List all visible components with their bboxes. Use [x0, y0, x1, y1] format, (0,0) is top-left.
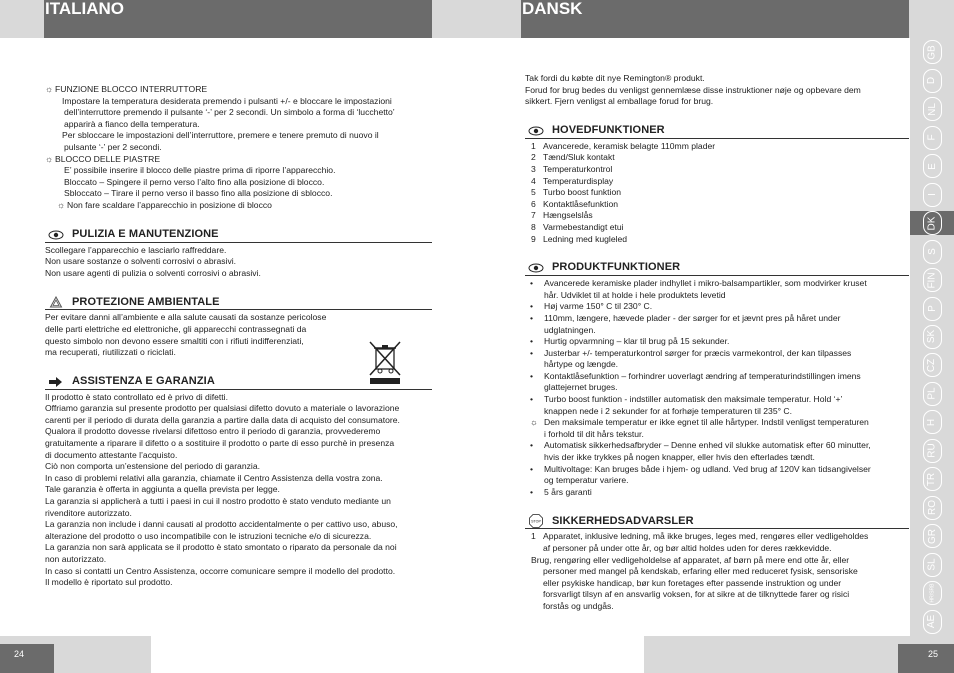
section-line: alterazione del prodotto o uso incompatibile con le istruzioni tecniche e/o di sicurezza. [45, 530, 372, 541]
language-tab-s[interactable] [910, 239, 954, 263]
language-tab-tr[interactable] [910, 467, 954, 491]
section-title: SIKKERHEDSADVARSLER [552, 514, 694, 527]
intro-line [45, 188, 432, 200]
intro-line [45, 130, 432, 142]
item-line: hvis der ikke trykkes på nogen knapper, eller hvis den efterlades tændt. [544, 452, 815, 463]
language-tab-label: SL [926, 558, 938, 571]
language-tab-label: F [926, 134, 938, 141]
safety-warning-text [525, 531, 909, 612]
language-tab-label: SK [926, 330, 938, 344]
language-tab-ru[interactable] [910, 439, 954, 463]
section-line: di documento attestante l’acquisto. [45, 449, 178, 460]
feature-list [525, 141, 909, 245]
list-item [525, 152, 909, 164]
bullet: • [530, 370, 534, 381]
intro-line: Tak fordi du købte dit nye Remington® produkt. [525, 73, 705, 83]
item-text: Avancerede, keramisk belagte 110mm plader [543, 140, 716, 151]
list-item [525, 278, 909, 301]
item-text [544, 313, 909, 336]
warning-text: forsvarligt tilsyn af en ansvarlig voksen, for at sikre at de tilknyttede farer og risici [543, 589, 850, 600]
item-text [544, 417, 909, 440]
right-page-number: 25 [898, 644, 954, 673]
indent [525, 601, 543, 613]
bullet: • [530, 278, 534, 289]
arrow-right-icon [48, 377, 64, 387]
language-tab-pill [923, 610, 942, 634]
list-item [525, 487, 909, 499]
language-tab-label: CZ [926, 358, 938, 373]
section-line: Ciò non comporta un’estensione del periodo di garanzia. [45, 461, 260, 472]
bullet: • [530, 394, 534, 405]
stop-sign-icon [528, 516, 544, 526]
section-line: Non usare agenti di pulizia o solventi corrosivi o abrasivi. [45, 267, 261, 278]
language-tab-dk[interactable] [910, 211, 954, 235]
left-language-title: ITALIANO [44, 0, 432, 38]
language-tab-label: HR/SRB [929, 583, 935, 603]
section-line: Il modello è riportato sul prodotto. [45, 577, 173, 588]
intro-line: sikkert. Fjern venligst al emballage forud for brug. [525, 96, 714, 107]
item-number: 5 [531, 187, 536, 198]
item-number: 4 [531, 175, 536, 186]
indent [525, 543, 543, 555]
item-line: og temperatur variere. [544, 475, 629, 486]
warning-line [525, 531, 909, 543]
section-produktfunktioner [525, 261, 909, 498]
list-item [525, 301, 909, 313]
recycle-icon [48, 297, 64, 307]
language-tab-pill [923, 382, 942, 406]
intro-line-text: pulsante ‘-’ per 2 secondi. [64, 141, 162, 152]
intro-line [45, 177, 432, 189]
stop-sign-label: STOP [531, 519, 541, 524]
indent [525, 566, 543, 578]
language-tab-hr-srb[interactable] [910, 581, 954, 605]
section-hovedfunktioner [525, 124, 909, 245]
right-intro [525, 73, 909, 108]
warning-line [525, 566, 909, 578]
item-text [544, 487, 909, 499]
intro-line [45, 200, 432, 212]
language-tab-pl[interactable] [910, 382, 954, 406]
warning-line [525, 543, 909, 555]
right-language-title: DANSK [521, 0, 909, 38]
item-line: Automatisk sikkerhedsafbryder – Denne enhed vil slukke automatisk efter 60 minutter, [544, 440, 871, 451]
language-tab-pill [923, 40, 942, 64]
section-header [45, 228, 432, 243]
sun-icon: ☼ [530, 417, 538, 428]
left-page-number: 24 [0, 644, 54, 673]
intro-line-text: Bloccato – Spingere il perno verso l’alto fino alla posizione di blocco. [64, 176, 325, 187]
language-tab-label: D [926, 77, 938, 85]
list-item [525, 371, 909, 394]
section-title: PROTEZIONE AMBIENTALE [72, 295, 220, 308]
left-intro [45, 84, 432, 212]
language-tab-label: DK [926, 216, 938, 231]
language-tab-label: RO [926, 500, 938, 516]
section-line: Non usare sostanze o solventi corrosivi o abrasivi. [45, 256, 237, 267]
language-tab-pill [923, 410, 942, 434]
list-item [525, 348, 909, 371]
item-number: 3 [531, 163, 536, 174]
section-line: Qualora il prodotto dovesse rivelarsi difettoso entro il periodo di garanzia, provvederemo [45, 426, 381, 437]
section-arrow-right [45, 375, 432, 589]
section-title: PULIZIA E MANUTENZIONE [72, 227, 219, 240]
item-text [544, 440, 909, 463]
section-line: La garanzia si applicherà a tutti i paesi in cui il nostro prodotto è stato venduto mediante un [45, 496, 391, 507]
language-tab-pill [923, 467, 942, 491]
language-tab-label: FIN [926, 271, 938, 289]
language-tab-label: PL [926, 387, 938, 401]
item-number: 8 [531, 221, 536, 232]
left-content [45, 84, 432, 589]
language-tab-nl[interactable] [910, 97, 954, 121]
intro-line-text: E’ possibile inserire il blocco delle piastre prima di riporre l’apparecchio. [64, 165, 336, 176]
language-tab-label: NL [926, 102, 938, 116]
item-number: 1 [531, 531, 536, 542]
indent [525, 589, 543, 601]
section-line: delle parti elettriche ed elettroniche, gli apparecchi contrassegnati da [45, 323, 307, 334]
intro-line-text: BLOCCO DELLE PIASTRE [55, 153, 161, 164]
bullet: • [530, 486, 534, 497]
language-tab-cz[interactable] [910, 353, 954, 377]
language-tab-ro[interactable] [910, 496, 954, 520]
item-line: knappen nede i 2 sekunder for at forhøje temperaturen til 235° C. [544, 405, 793, 416]
item-line: 110mm, længere, hævede plader - der sørger for et jævnt pres på håret under [544, 312, 841, 323]
language-tab-pill [923, 240, 942, 264]
language-tab-f[interactable] [910, 125, 954, 149]
language-tab-h[interactable] [910, 410, 954, 434]
section-header [525, 124, 909, 139]
language-tab-label: AE [926, 615, 938, 629]
intro-line-text: Impostare la temperatura desiderata premendo i pulsanti +/- e bloccare le impostazioni [62, 95, 392, 106]
section-title: PRODUKTFUNKTIONER [552, 261, 681, 274]
warning-text: af personer på under otte år, og bør altid holdes uden for deres rækkevidde. [543, 543, 832, 553]
language-tab-pill [923, 97, 942, 121]
section-line: In caso di problemi relativi alla garanzia, chiamate il Centro Assistenza della vostra zona. [45, 472, 383, 483]
warning-text: forstås og undgås. [543, 600, 614, 611]
list-item [525, 176, 909, 188]
section-sikkerhed [525, 514, 909, 612]
item-line: glattejernet bruges. [544, 382, 618, 393]
item-line: hår. Udviklet til at holde i hele produktets levetid [544, 289, 726, 300]
section-line: Il prodotto è stato controllato ed è privo di difetti. [45, 391, 228, 402]
section-line: ma recuperati, riutilizzati o riciclati. [45, 347, 176, 358]
item-line: i forhold til dit hårs tekstur. [544, 428, 644, 439]
language-tab-label: RU [926, 443, 938, 459]
right-page [477, 0, 954, 673]
section-line: La garanzia non sarà applicata se il prodotto è stato smontato o riparato da personale da noi [45, 542, 397, 553]
item-line: Justerbar +/- temperaturkontrol sørger for præcis varmekontrol, der kan tilpasses [544, 347, 852, 358]
section-line: questo simbolo non devono essere smaltiti con i rifiuti indifferenziati, [45, 335, 304, 346]
warning-text: personer med mangel på kendskab, erfaring eller med reduceret fysisk, sensoriske [543, 566, 858, 577]
list-item [525, 210, 909, 222]
section-line: Per evitare danni all’ambiente e alla salute causati da sostanze pericolose [45, 312, 327, 323]
language-tab-pill [923, 211, 942, 235]
intro-line [45, 84, 432, 96]
list-item [525, 440, 909, 463]
list-item [525, 164, 909, 176]
language-tab-i[interactable] [910, 182, 954, 206]
language-tab-label: I [926, 193, 938, 196]
language-tab-label: H [926, 418, 938, 427]
warning-line [525, 578, 909, 590]
intro-line-text: FUNZIONE BLOCCO INTERRUTTORE [55, 84, 208, 94]
section-line: non autorizzato. [45, 554, 107, 564]
language-tab-pill [923, 353, 942, 377]
section-header [45, 295, 432, 310]
intro-line-text: dell’interruttore premendo il pulsante ‘-’ per 2 secondi. Un simbolo a forma di ‘lucchetto’ [64, 107, 395, 118]
item-number: 6 [531, 198, 536, 209]
section-line: carenti per il periodo di durata della garanzia a partire dalla data di acquisto del consumatore. [45, 414, 400, 425]
language-tab-label: TR [926, 472, 938, 487]
warning-line [525, 601, 909, 613]
intro-line [45, 142, 432, 154]
eye-icon [528, 263, 544, 273]
item-line: hårtype og længde. [544, 359, 619, 370]
eye-icon [48, 230, 64, 240]
section-line: gratuitamente a riparare il difetto o a sostituire il prodotto o parte di esso purchè in presenza [45, 438, 395, 449]
language-tab-label: E [926, 162, 938, 170]
language-tab-d[interactable] [910, 68, 954, 92]
language-tab-pill [923, 553, 942, 577]
language-tab-pill [923, 69, 942, 93]
item-number: 7 [531, 210, 536, 221]
item-text [544, 301, 909, 313]
section-line: Offriamo garanzia sul presente prodotto per qualsiasi difetto dovuto a materiale o lavorazione [45, 403, 400, 414]
language-tab-pill [923, 496, 942, 520]
item-line: Kontaktlåsefunktion – forhindrer uoverlagt ændring af temperaturindstillingen imens [544, 370, 861, 381]
item-text: Temperaturkontrol [543, 163, 613, 174]
language-tab-p[interactable] [910, 296, 954, 320]
language-tab-fin[interactable] [910, 268, 954, 292]
item-line: 5 års garanti [544, 486, 592, 497]
item-text [544, 371, 909, 394]
language-tab-pill [923, 297, 942, 321]
bullet: • [530, 347, 534, 358]
language-tab-strip [910, 38, 954, 636]
language-tab-pill [923, 154, 942, 178]
list-item [525, 199, 909, 211]
intro-line-text: apparirà a fianco della temperatura. [64, 118, 200, 129]
intro-line-text: Per sbloccare le impostazioni dell’interruttore, premere e tenere premuto di nuovo il [62, 130, 379, 141]
right-content [525, 73, 909, 613]
item-number: 2 [531, 152, 536, 163]
language-tab-label: GB [926, 45, 938, 60]
item-line: Den maksimale temperatur er ikke egnet til alle hårtyper. Indstil venligst temperaturen [544, 417, 869, 428]
list-item [525, 234, 909, 246]
section-title: HOVEDFUNKTIONER [552, 123, 665, 136]
language-tab-sk[interactable] [910, 325, 954, 349]
language-tab-pill [923, 268, 942, 292]
warning-text: Brug, rengøring eller vedligeholdelse af apparatet, af børn på mere end otte år, eller [531, 554, 850, 565]
list-item [525, 394, 909, 417]
item-text: Varmebestandigt etui [543, 221, 624, 232]
item-text: Temperaturdisplay [543, 175, 614, 186]
intro-line [45, 119, 432, 131]
section-line: Scollegare l’apparecchio e lasciarlo raffreddare. [45, 244, 227, 255]
item-line: Hurtig opvarmning – klar til brug på 15 sekunder. [544, 336, 730, 347]
intro-line [45, 96, 432, 108]
item-text: Turbo boost funktion [543, 187, 622, 198]
intro-line-text: Non fare scaldare l’apparecchio in posizione di blocco [67, 199, 272, 210]
item-line: Multivoltage: Kan bruges både i hjem- og udland. Ved brug af 120V kan tidsangivelser [544, 463, 871, 474]
language-tab-gb[interactable] [910, 40, 954, 64]
section-title: ASSISTENZA E GARANZIA [72, 374, 215, 387]
item-number: 1 [531, 140, 536, 151]
language-tab-gr[interactable] [910, 524, 954, 548]
warning-line [525, 555, 909, 567]
item-number: 9 [531, 233, 536, 244]
language-tab-pill [923, 126, 942, 150]
item-text: Kontaktlåsefunktion [543, 198, 619, 209]
list-item [525, 417, 909, 440]
item-line: Turbo boost funktion - indstiller automatisk den maksimale temperatur. Hold ‘+’ [544, 394, 843, 405]
language-tab-label: S [926, 248, 938, 255]
warning-text: Apparatet, inklusive ledning, må ikke bruges, leges med, rengøres eller vedligeholdes [543, 531, 869, 542]
bullet: • [530, 336, 534, 347]
sun-icon: ☼ [57, 199, 66, 210]
intro-line [45, 107, 432, 119]
list-item [525, 313, 909, 336]
item-text [544, 348, 909, 371]
intro-line [45, 154, 432, 166]
list-item [525, 336, 909, 348]
intro-line [45, 165, 432, 177]
section-line: Tale garanzia è offerta in aggiunta a quella prevista per legge. [45, 484, 280, 495]
product-feature-list [525, 278, 909, 498]
item-text: Tænd/Sluk kontakt [543, 152, 615, 163]
list-item [525, 222, 909, 234]
language-tab-pill [923, 439, 942, 463]
left-sections [45, 228, 432, 589]
language-tab-ae[interactable] [910, 610, 954, 634]
item-line: Avancerede keramiske plader indhyllet i mikro-balsampartikler, som modvirker kruset [544, 278, 867, 289]
language-tab-pill [923, 524, 942, 548]
list-item [525, 464, 909, 487]
bullet: • [530, 301, 534, 312]
bullet: • [530, 312, 534, 323]
language-tab-sl[interactable] [910, 553, 954, 577]
section-line: In caso si contatti un Centro Assistenza, occorre comunicare sempre il modello del prodotto. [45, 565, 396, 576]
eye-icon [528, 126, 544, 136]
item-text: Hængselslås [543, 210, 593, 221]
item-line: Høj varme 150° C til 230° C. [544, 301, 653, 312]
intro-line-text: Sbloccato – Tirare il perno verso il basso fino alla posizione di sblocco. [64, 188, 333, 199]
language-tab-label: GR [926, 528, 938, 544]
list-item [525, 187, 909, 199]
item-text [544, 394, 909, 417]
language-tab-label: P [926, 305, 938, 312]
warning-line [525, 589, 909, 601]
sun-icon: ☼ [45, 153, 54, 164]
sun-icon: ☼ [45, 84, 54, 94]
item-line: udglatningen. [544, 324, 596, 335]
item-text: Ledning med kugleled [543, 233, 628, 244]
intro-line: Forud for brug bedes du venligst gennemlæse disse instruktioner nøje og opbevare dem [525, 84, 861, 95]
bullet: • [530, 463, 534, 474]
weee-bin-icon [366, 339, 404, 385]
language-tab-pill [923, 183, 942, 207]
list-item [525, 141, 909, 153]
language-tab-pill [923, 325, 942, 349]
section-header [525, 514, 909, 529]
bullet: • [530, 440, 534, 451]
section-line: rivenditore autorizzato. [45, 507, 132, 518]
item-text [544, 336, 909, 348]
language-tab-e[interactable] [910, 154, 954, 178]
item-text [544, 278, 909, 301]
indent [525, 578, 543, 590]
item-text [544, 464, 909, 487]
warning-text: eller psykiske handicap, bør kun foretages efter passende instruktion og under [543, 577, 842, 588]
language-tab-pill [923, 581, 942, 605]
section-eye [45, 228, 432, 280]
section-line: La garanzia non include i danni causati al prodotto accidentalmente o per cattivo uso, abuso, [45, 519, 398, 530]
section-header [525, 261, 909, 276]
